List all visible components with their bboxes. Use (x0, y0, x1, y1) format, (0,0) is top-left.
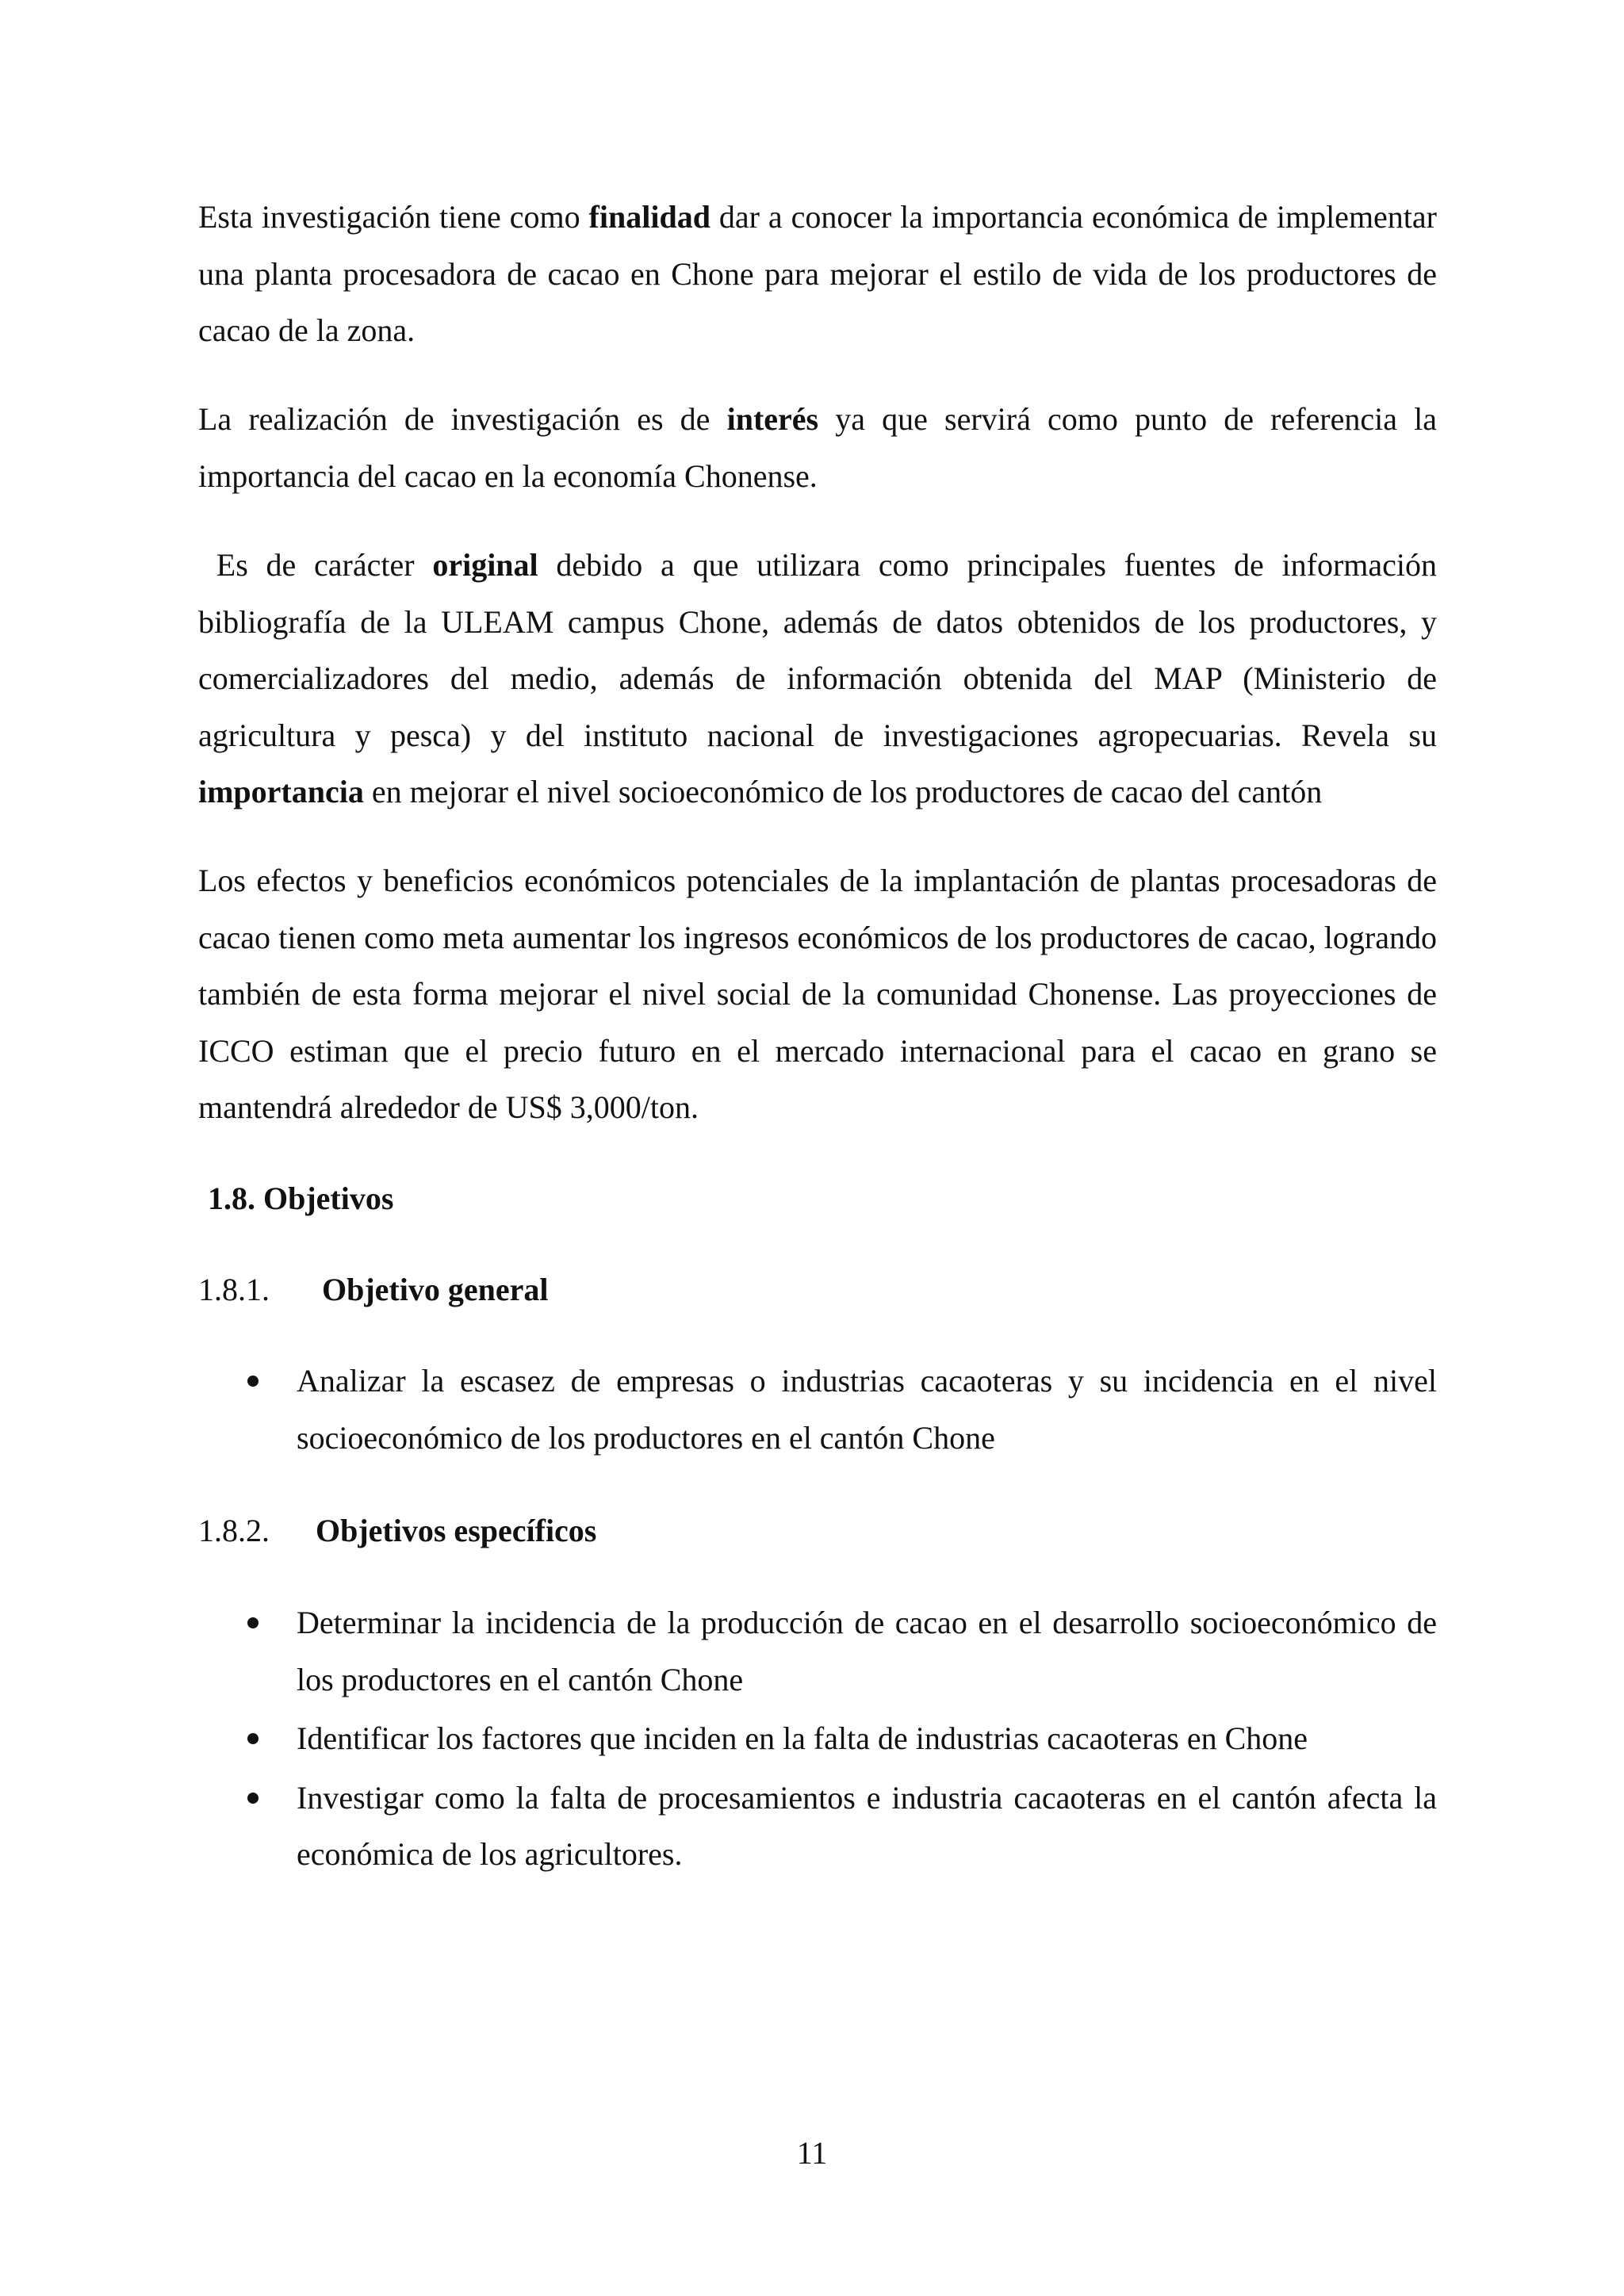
list-item (198, 1770, 1437, 1883)
paragraph-effects: Los efectos y beneficios económicos potenciales de la implantación de plantas procesadoras de cacao tienen como meta aumentar los ingresos económicos de los productores de cacao, logrando también de esta forma mejorar el nivel social de la comunidad Chonense. Las proyecciones de ICCO estiman que el precio futuro en el mercado internacional para el cacao en grano se mantendrá alrededor de US$ 3,000/ton. (198, 863, 1437, 1125)
bold-keyword-finalidad: finalidad (588, 199, 710, 235)
bold-keyword-original: original (432, 547, 538, 583)
list-item-text: Determinar la incidencia de la producción de cacao en el desarrollo socioeconómico de los productores en el cantón Chone (297, 1605, 1437, 1697)
paragraph-text: dar a conocer la importancia económica de implementar una planta procesadora de cacao en Chone para mejorar el estilo de vida de los productores de cacao de la zona. (198, 199, 1437, 348)
list-item-text: Identificar los factores que inciden en la falta de industrias cacaoteras en Chone (297, 1720, 1308, 1756)
subheading-number: 1.8.2. (198, 1513, 270, 1548)
section-heading-objetivos: 1.8. Objetivos (208, 1181, 394, 1216)
bullet-icon (247, 1733, 259, 1744)
paragraph-purpose (198, 189, 1437, 359)
paragraph-text: ya que servirá como punto de referencia la importancia del cacao en la economía Chonense. (198, 401, 1437, 494)
page-number: 11 (796, 2135, 828, 2171)
subheading-title: Objetivos específicos (316, 1513, 597, 1548)
subheading-objetivo-general (198, 1261, 549, 1318)
specific-objectives-list (198, 1594, 1437, 1885)
paragraph-originality (198, 537, 1446, 821)
paragraph-text: Esta investigación tiene como (198, 199, 589, 235)
subheading-number: 1.8.1. (198, 1272, 270, 1307)
bold-keyword-interes: interés (726, 401, 819, 437)
paragraph-text: debido a que utilizara como principales fuentes de información bibliografía de la ULEAM campus Chone, además de datos obtenidos de los productores, y comercializadores del medio, además de información obtenida del MAP (Ministerio de agricultura y pesca) y del instituto nacional de investigaciones agropecuarias. Revela su (198, 547, 1446, 753)
bullet-icon (247, 1793, 259, 1804)
subheading-title: Objetivo general (322, 1272, 549, 1307)
paragraph-text: en mejorar el nivel socioeconómico de los productores de cacao del cantón (363, 774, 1323, 809)
bullet-icon (247, 1617, 259, 1628)
bold-keyword-importancia: importancia (198, 774, 364, 809)
subheading-objetivos-especificos (198, 1502, 596, 1559)
list-item (198, 1353, 1437, 1466)
list-item (198, 1710, 1437, 1767)
list-item-text: Investigar como la falta de procesamientos e industria cacaoteras en el cantón afecta la económica de los agricultores. (297, 1779, 1437, 1872)
list-item-text: Analizar la escasez de empresas o industrias cacaoteras y su incidencia en el nivel socioeconómico de los productores en el cantón Chone (297, 1363, 1437, 1456)
general-objective-list (198, 1353, 1437, 1466)
list-item (198, 1594, 1437, 1708)
paragraph-text: Es de carácter (198, 547, 433, 583)
bullet-icon (247, 1376, 259, 1387)
paragraph-text: La realización de investigación es de (198, 401, 727, 437)
paragraph-interest (198, 391, 1437, 504)
